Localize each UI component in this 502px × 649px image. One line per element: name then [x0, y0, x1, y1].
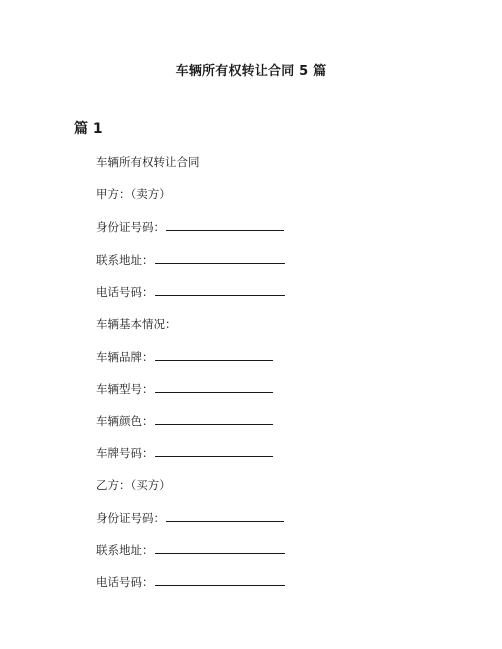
vehicle-brand-label: 车辆品牌：	[96, 350, 154, 364]
vehicle-model-line	[96, 380, 273, 398]
vehicle-brand-blank	[155, 349, 273, 361]
vehicle-color-blank	[155, 413, 273, 425]
contract-name-text: 车辆所有权转让合同	[96, 155, 200, 169]
party-b-id-line	[96, 509, 284, 527]
party-a-address-label: 联系地址：	[96, 253, 154, 267]
party-a-id-blank	[166, 219, 284, 231]
party-b-phone-label: 电话号码：	[96, 575, 154, 589]
party-b-id-label: 身份证号码：	[96, 511, 165, 525]
party-a-phone-label: 电话号码：	[96, 285, 154, 299]
party-a-line	[96, 185, 171, 203]
party-a-phone-blank	[155, 284, 285, 296]
party-a-label: 甲方：（卖方）	[96, 187, 171, 201]
party-a-id-line	[96, 218, 284, 236]
vehicle-color-label: 车辆颜色：	[96, 414, 154, 428]
party-b-phone-blank	[155, 574, 285, 586]
party-b-id-blank	[166, 510, 284, 522]
party-a-id-label: 身份证号码：	[96, 220, 165, 234]
party-a-address-line	[96, 251, 285, 269]
party-b-label: 乙方：（买方）	[96, 478, 171, 492]
plate-number-label: 车牌号码：	[96, 446, 154, 460]
vehicle-model-label: 车辆型号：	[96, 382, 154, 396]
party-a-phone-line	[96, 283, 285, 301]
party-b-address-line	[96, 541, 285, 559]
vehicle-model-blank	[155, 381, 273, 393]
vehicle-brand-line	[96, 348, 273, 366]
party-b-address-label: 联系地址：	[96, 543, 154, 557]
party-a-address-blank	[155, 252, 285, 264]
plate-number-line	[96, 444, 273, 462]
section-heading: 篇 1	[74, 121, 103, 137]
party-b-phone-line	[96, 573, 285, 591]
party-b-line	[96, 476, 171, 494]
document-title: 车辆所有权转让合同 5 篇	[175, 64, 327, 79]
vehicle-color-line	[96, 412, 273, 430]
contract-name-line	[96, 153, 200, 171]
party-b-address-blank	[155, 542, 285, 554]
vehicle-info-label: 车辆基本情况：	[96, 317, 177, 331]
vehicle-info-line	[96, 315, 177, 333]
plate-number-blank	[155, 445, 273, 457]
